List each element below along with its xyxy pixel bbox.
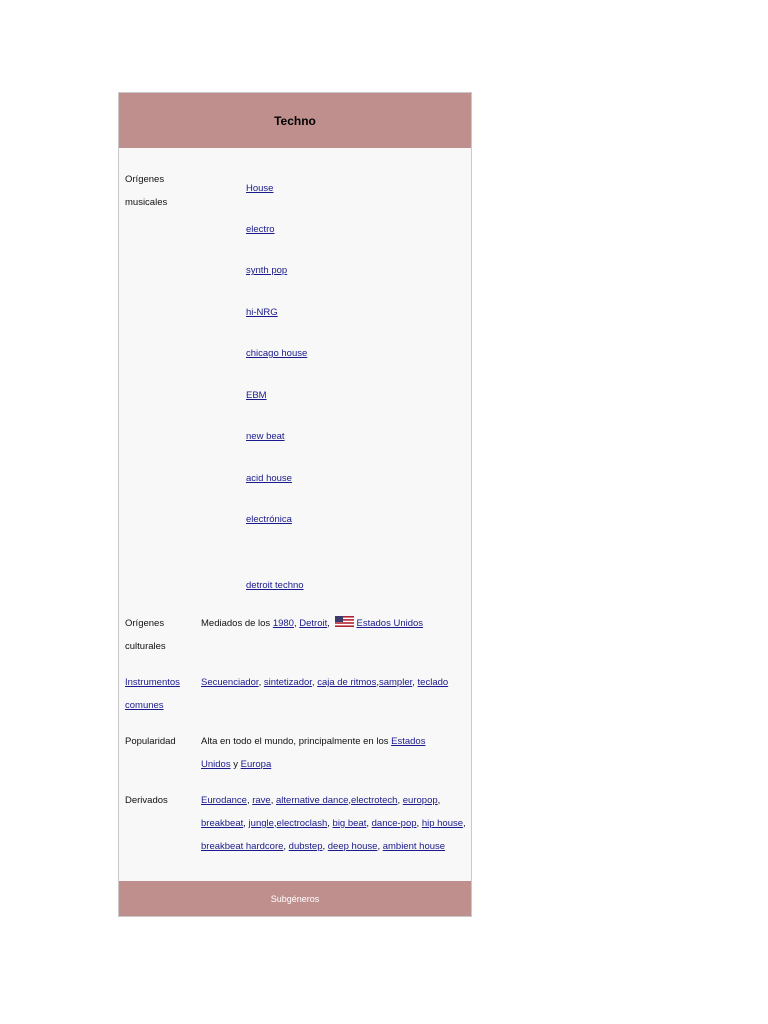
dance-pop-link[interactable]: dance-pop [371, 818, 417, 829]
breakbeat-hardcore-link[interactable]: breakbeat hardcore [201, 841, 284, 852]
us-flag-icon [335, 616, 354, 627]
origen-link-house[interactable]: House [246, 183, 274, 194]
origen-link-synth-pop[interactable]: synth pop [246, 265, 288, 276]
origen-link-new-beat[interactable]: new beat [246, 431, 285, 442]
derivados-label: Derivados [125, 795, 168, 806]
sampler-link[interactable]: sampler [378, 677, 413, 688]
europop-link[interactable]: europop [402, 795, 438, 806]
sintetizador-link[interactable]: sintetizador [263, 677, 312, 688]
origenes-culturales-label [125, 612, 166, 658]
infobox [118, 92, 472, 917]
popularidad-label: Popularidad [125, 736, 176, 747]
origen-link-detroit-techno[interactable]: detroit techno [246, 580, 304, 591]
origenes-musicales-label-line2: musicales [125, 197, 168, 208]
origenes-culturales-label-line1: Orígenes [125, 618, 165, 629]
separator: , [327, 618, 333, 629]
popularidad-text: Alta en todo el mundo, principalmente en los [201, 736, 392, 747]
year-link[interactable]: 1980 [272, 618, 294, 629]
secuenciador-link[interactable]: Secuenciador [201, 677, 259, 688]
subgeneros-footer[interactable]: Subgéneros [119, 881, 471, 916]
caja-de-ritmos-link[interactable]: caja de ritmos [317, 677, 377, 688]
origen-link-ebm[interactable]: EBM [246, 390, 267, 401]
electrotech-link[interactable]: electrotech [351, 795, 398, 806]
ambient-house-link[interactable]: ambient house [382, 841, 446, 852]
origenes-musicales-label [125, 168, 167, 214]
estados-link[interactable]: Estados [391, 736, 426, 747]
alternative-dance-text: alternative dance [276, 795, 349, 806]
origen-link-electronica[interactable]: electrónica [246, 514, 292, 525]
instrumentos-label [125, 671, 180, 717]
deep-house-link[interactable]: deep house [327, 841, 378, 852]
derivados-value: Eurodance, rave, alternative dance,electrotech, europop, breakbeat, jungle,electroclash, big beat, dance-pop, hip house, breakbeat hardcore, dubstep, deep house, ambient house [201, 795, 466, 852]
instrumentos-link[interactable]: Instrumentos [125, 677, 180, 688]
origen-link-acid-house[interactable]: acid house [246, 473, 292, 484]
eurodance-link[interactable]: Eurodance [201, 795, 247, 806]
origenes-culturales-prefix: Mediados de los [201, 618, 273, 629]
unidos-link[interactable]: Unidos [201, 759, 231, 770]
hip-house-link[interactable]: hip house [421, 818, 464, 829]
popularidad-value [201, 730, 425, 776]
rave-link[interactable]: rave [252, 795, 271, 806]
comunes-link[interactable]: comunes [125, 700, 164, 711]
jungle-link[interactable]: jungle [248, 818, 274, 829]
teclado-link[interactable]: teclado [417, 677, 449, 688]
breakbeat-link[interactable]: breakbeat [201, 818, 244, 829]
dubstep-link[interactable]: dubstep [288, 841, 323, 852]
europa-link[interactable]: Europa [240, 759, 272, 770]
popularidad-conjunction: y [230, 759, 241, 770]
big-beat-link[interactable]: big beat [332, 818, 367, 829]
electroclash-link[interactable]: electroclash [276, 818, 328, 829]
detroit-link[interactable]: Detroit [299, 618, 328, 629]
origenes-musicales-label-line1: Orígenes [125, 174, 165, 185]
separator: , [293, 618, 300, 629]
infobox-title: Techno [119, 93, 471, 148]
estados-unidos-link[interactable]: Estados Unidos [356, 618, 424, 629]
origen-link-chicago-house[interactable]: chicago house [246, 348, 308, 359]
instrumentos-value: Secuenciador, sintetizador, caja de ritmos,sampler, teclado [201, 677, 449, 688]
origenes-culturales-value [201, 612, 423, 635]
origen-link-electro[interactable]: electro [246, 224, 275, 235]
origenes-culturales-label-line2: culturales [125, 641, 166, 652]
alternative-dance-link[interactable] [276, 795, 348, 806]
origen-link-hi-nrg[interactable]: hi-NRG [246, 307, 278, 318]
